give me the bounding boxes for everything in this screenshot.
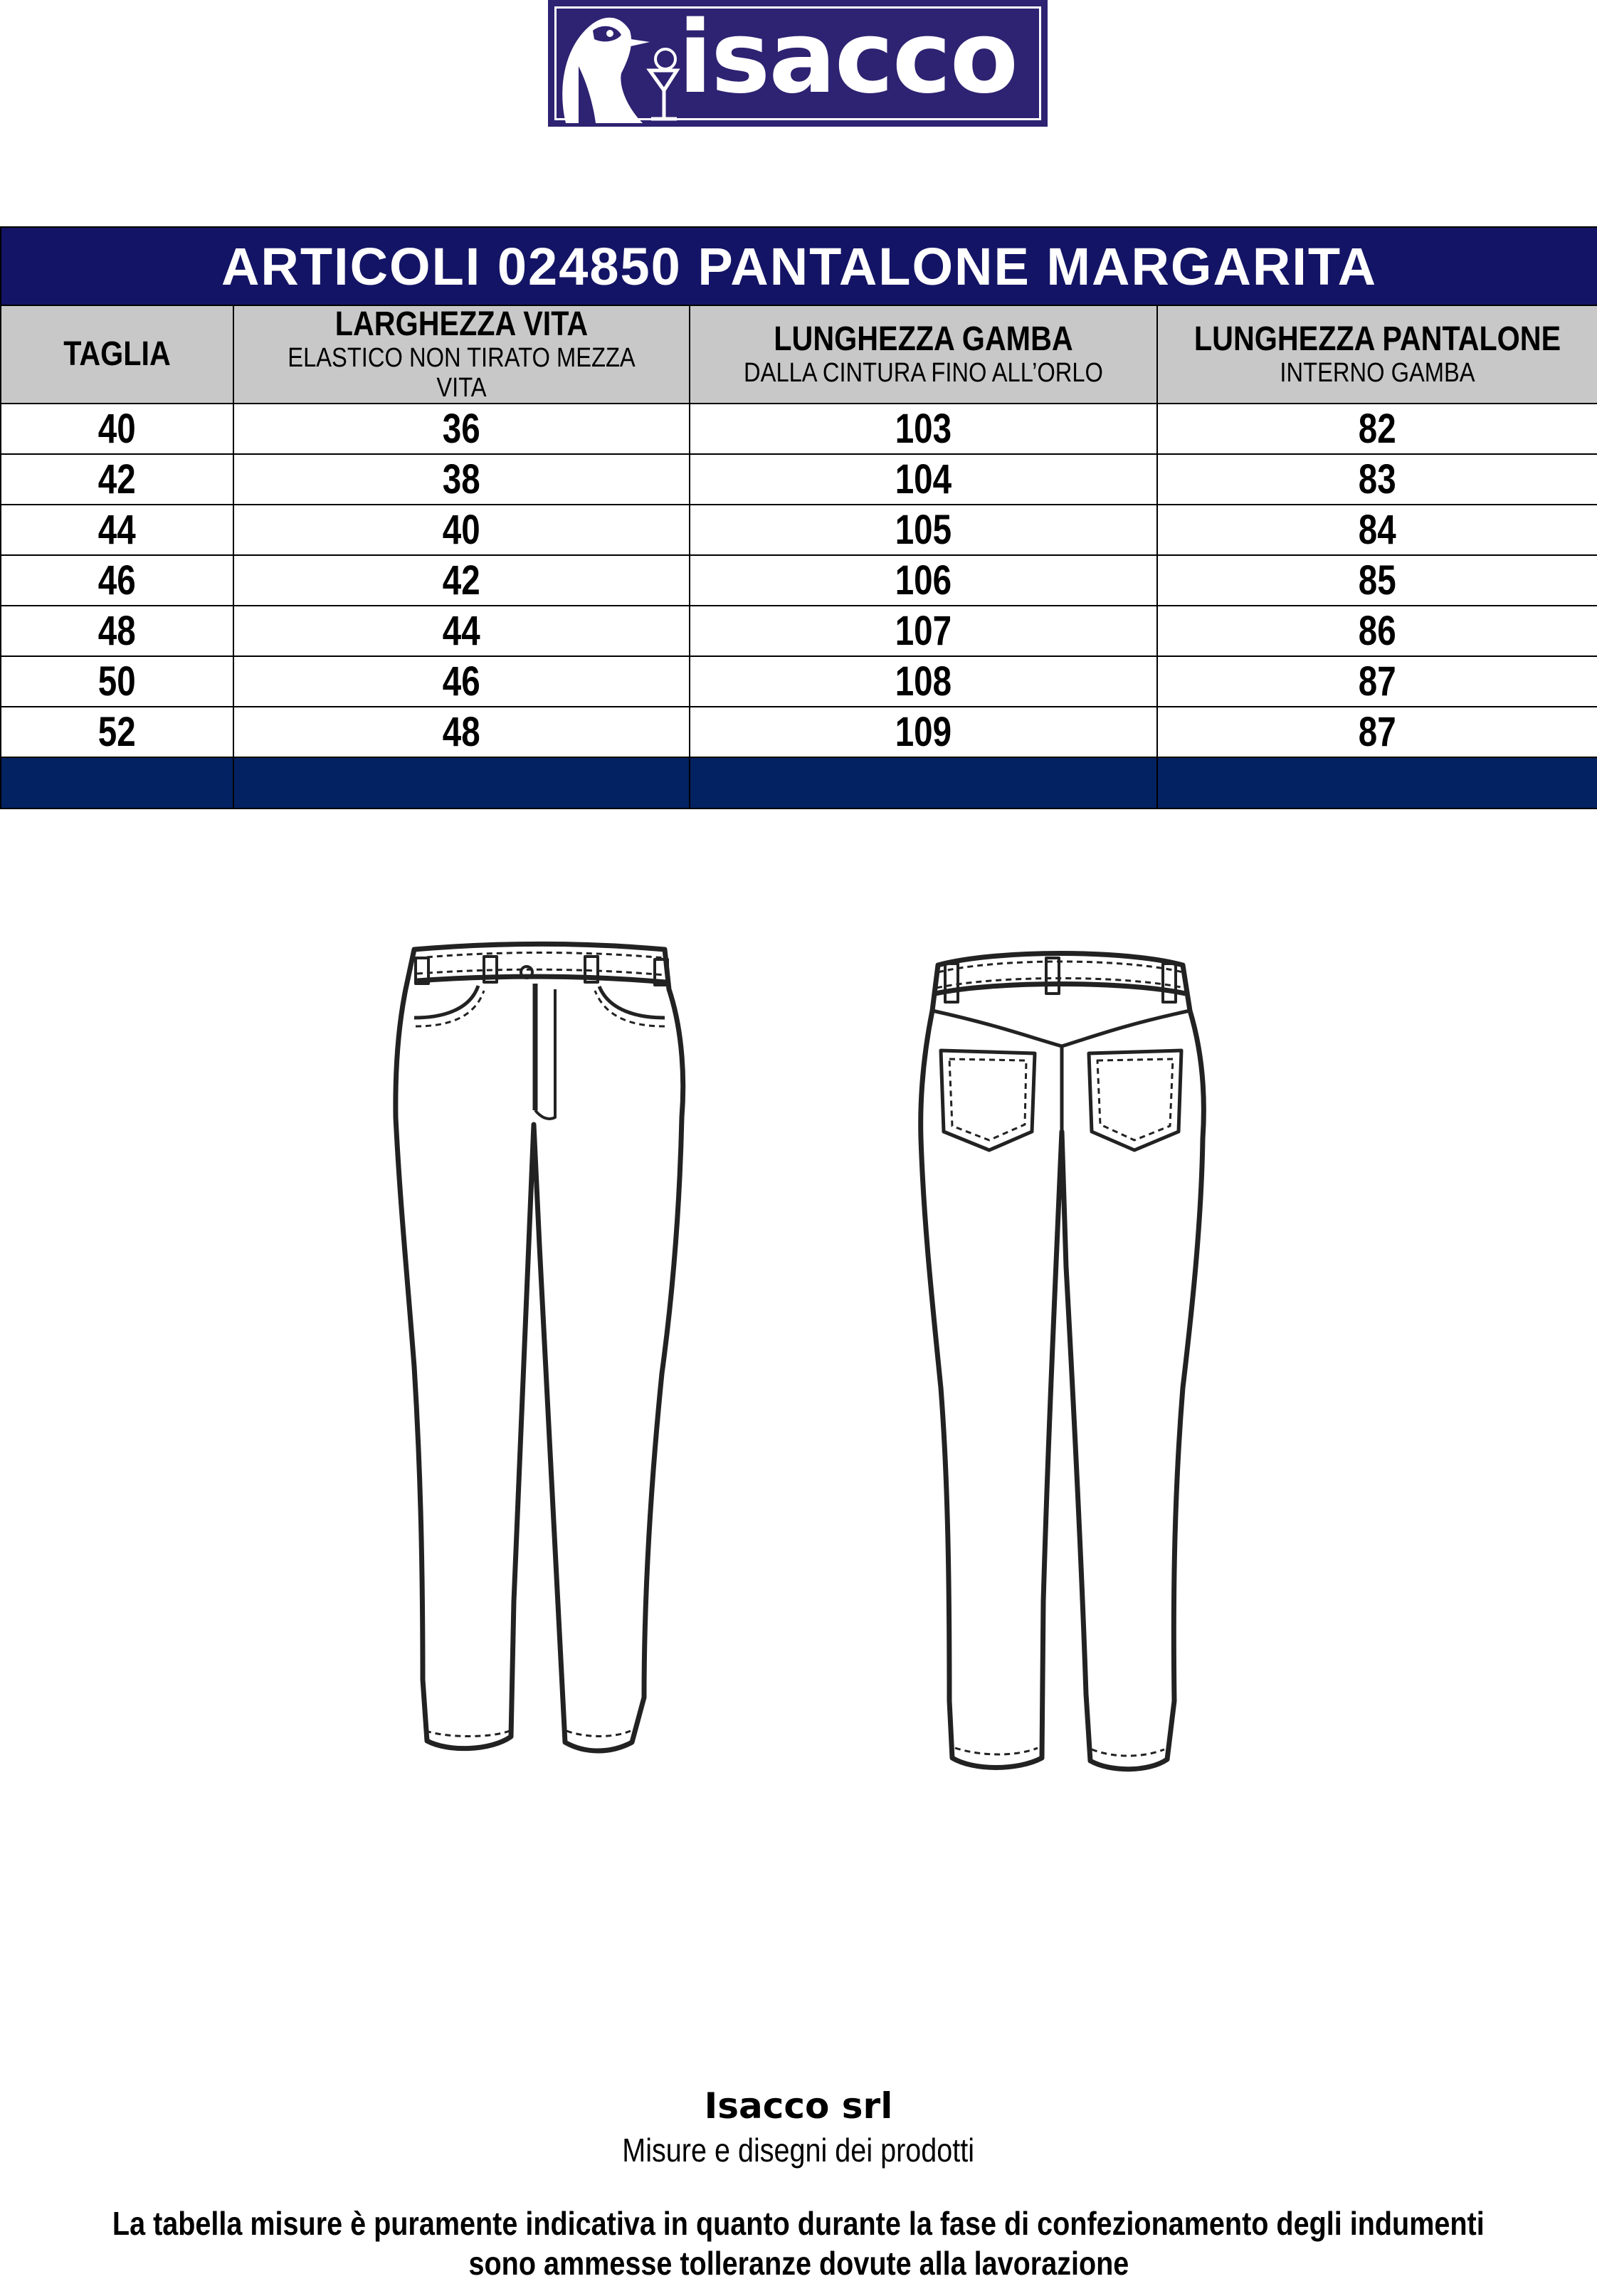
table-cell: 40 (233, 505, 690, 555)
table-cell: 107 (690, 606, 1157, 656)
disclaimer-line-1: La tabella misure è puramente indicativa in quanto durante la fase di confezionamento degli indumenti (112, 2205, 1485, 2242)
table-title: ARTICOLI 024850 PANTALONE MARGARITA (1, 227, 1597, 305)
table-row (1, 505, 1597, 555)
column-header-taglia: TAGLIA (1, 305, 233, 404)
table-cell: 44 (1, 505, 233, 555)
table-cell: 48 (1, 606, 233, 656)
table-cell: 87 (1157, 707, 1597, 757)
table-cell: 42 (1, 454, 233, 505)
table-cell: 85 (1157, 555, 1597, 606)
table-cell: 48 (233, 707, 690, 757)
logo-wordmark: isacco (678, 0, 1017, 116)
table-cell: 106 (690, 555, 1157, 606)
table-cell: 109 (690, 707, 1157, 757)
disclaimer-line-2: sono ammesse tolleranze dovute alla lavorazione (468, 2245, 1129, 2282)
table-cell: 82 (1157, 404, 1597, 454)
table-row (1, 555, 1597, 606)
column-header-lunghezza-gamba: LUNGHEZZA GAMBA DALLA CINTURA FINO ALL’ORLO (690, 305, 1157, 404)
table-cell: 84 (1157, 505, 1597, 555)
table-cell: 36 (233, 404, 690, 454)
footer-subtitle: Misure e disegni dei prodotti (622, 2132, 975, 2169)
table-row (1, 454, 1597, 505)
company-name: Isacco srl (704, 2085, 893, 2127)
size-table (0, 226, 1597, 809)
table-cell: 46 (1, 555, 233, 606)
table-row (1, 404, 1597, 454)
pants-back-view-icon (921, 954, 1204, 1769)
brand-logo (548, 0, 1048, 127)
table-cell: 104 (690, 454, 1157, 505)
column-header-lunghezza-pantalone: LUNGHEZZA PANTALONE INTERNO GAMBA (1157, 305, 1597, 404)
table-cell: 50 (1, 656, 233, 707)
pants-front-view-icon (396, 944, 683, 1752)
table-cell: 40 (1, 404, 233, 454)
table-row (1, 707, 1597, 757)
column-header-larghezza-vita: LARGHEZZA VITA ELASTICO NON TIRATO MEZZA VITA (233, 305, 690, 404)
table-cell: 83 (1157, 454, 1597, 505)
table-cell: 87 (1157, 656, 1597, 707)
pants-technical-drawings (0, 925, 1597, 1779)
table-cell: 46 (233, 656, 690, 707)
table-cell: 108 (690, 656, 1157, 707)
table-cell: 44 (233, 606, 690, 656)
table-row (1, 606, 1597, 656)
table-cell: 42 (233, 555, 690, 606)
table-footer-bar (1, 757, 1597, 809)
table-cell: 105 (690, 505, 1157, 555)
table-row (1, 656, 1597, 707)
table-cell: 86 (1157, 606, 1597, 656)
table-cell: 52 (1, 707, 233, 757)
disclaimer-note (0, 2203, 1597, 2283)
table-cell: 38 (233, 454, 690, 505)
table-cell: 103 (690, 404, 1157, 454)
